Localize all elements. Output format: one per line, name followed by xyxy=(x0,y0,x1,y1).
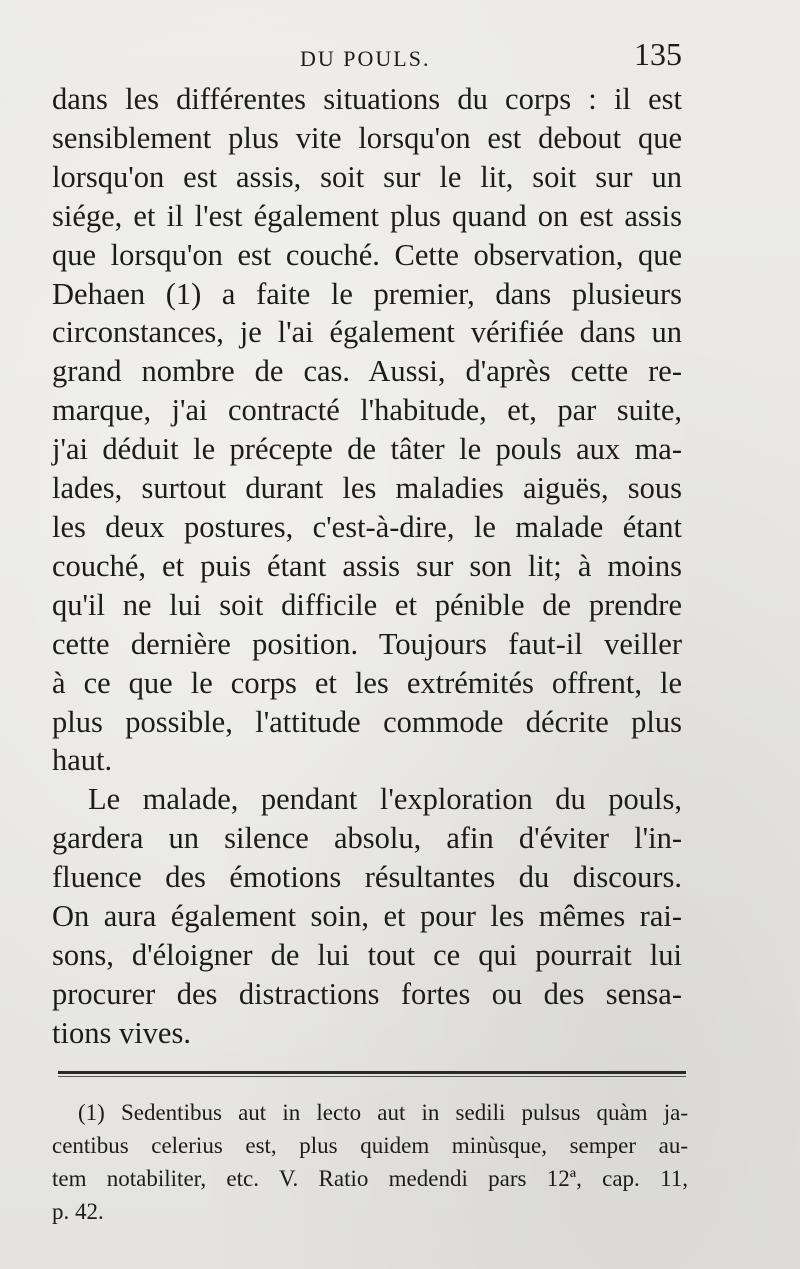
footnote-line: centibus celerius est, plus quidem minùsque, semper au- xyxy=(52,1133,688,1158)
footnote-line: tem notabiliter, etc. V. Ratio medendi pars 12ª, cap. 11, xyxy=(52,1166,688,1191)
text-line: plus possible, l'attitude commode décrite plus xyxy=(52,704,682,739)
footnote-divider-thin xyxy=(58,1076,686,1077)
text-line: j'ai déduit le précepte de tâter le pouls aux ma- xyxy=(52,432,682,467)
text-line: circonstances, je l'ai également vérifiée dans un xyxy=(52,315,682,350)
footnote-line: (1) Sedentibus aut in lecto aut in sedili pulsus quàm ja- xyxy=(78,1100,688,1125)
page-number: 135 xyxy=(634,36,682,72)
footnote xyxy=(52,1096,688,1228)
text-line: les deux postures, c'est-à-dire, le malade étant xyxy=(52,509,682,544)
text-line: fluence des émotions résultantes du discours. xyxy=(52,860,682,895)
text-line: haut. xyxy=(52,743,113,778)
text-line: dans les différentes situations du corps : il est xyxy=(52,82,682,116)
text-line: grand nombre de cas. Aussi, d'après cette re- xyxy=(52,354,682,389)
text-line: siége, et il l'est également plus quand on est assis xyxy=(52,198,682,233)
text-line: cette dernière position. Toujours faut-il veiller xyxy=(52,626,682,661)
text-line: sons, d'éloigner de lui tout ce qui pourrait lui xyxy=(52,937,682,972)
text-line: qu'il ne lui soit difficile et pénible de prendre xyxy=(52,587,682,622)
running-title: DU POULS. xyxy=(300,46,431,71)
text-line: On aura également soin, et pour les mêmes rai- xyxy=(52,899,682,934)
text-line: Le malade, pendant l'exploration du pouls, xyxy=(88,782,682,817)
text-line: tions vives. xyxy=(52,1015,191,1050)
footnote-divider xyxy=(58,1071,686,1074)
text-line: sensiblement plus vite lorsqu'on est debout que xyxy=(52,120,682,155)
footnote-line: p. 42. xyxy=(52,1199,104,1224)
text-line: lades, surtout durant les maladies aiguës, sous xyxy=(52,471,682,506)
text-line: lorsqu'on est assis, soit sur le lit, soit sur un xyxy=(52,159,682,194)
text-line: à ce que le corps et les extrémités offrent, le xyxy=(52,665,682,700)
text-line: Dehaen (1) a faite le premier, dans plusieurs xyxy=(52,276,682,311)
text-line: marque, j'ai contracté l'habitude, et, par suite, xyxy=(52,393,682,428)
text-line: procurer des distractions fortes ou des sensa- xyxy=(52,976,682,1011)
text-line: couché, et puis étant assis sur son lit; à moins xyxy=(52,548,682,583)
body-text xyxy=(52,80,682,1053)
text-line: que lorsqu'on est couché. Cette observation, que xyxy=(52,237,682,272)
text-line: gardera un silence absolu, afin d'éviter l'in- xyxy=(52,821,682,856)
